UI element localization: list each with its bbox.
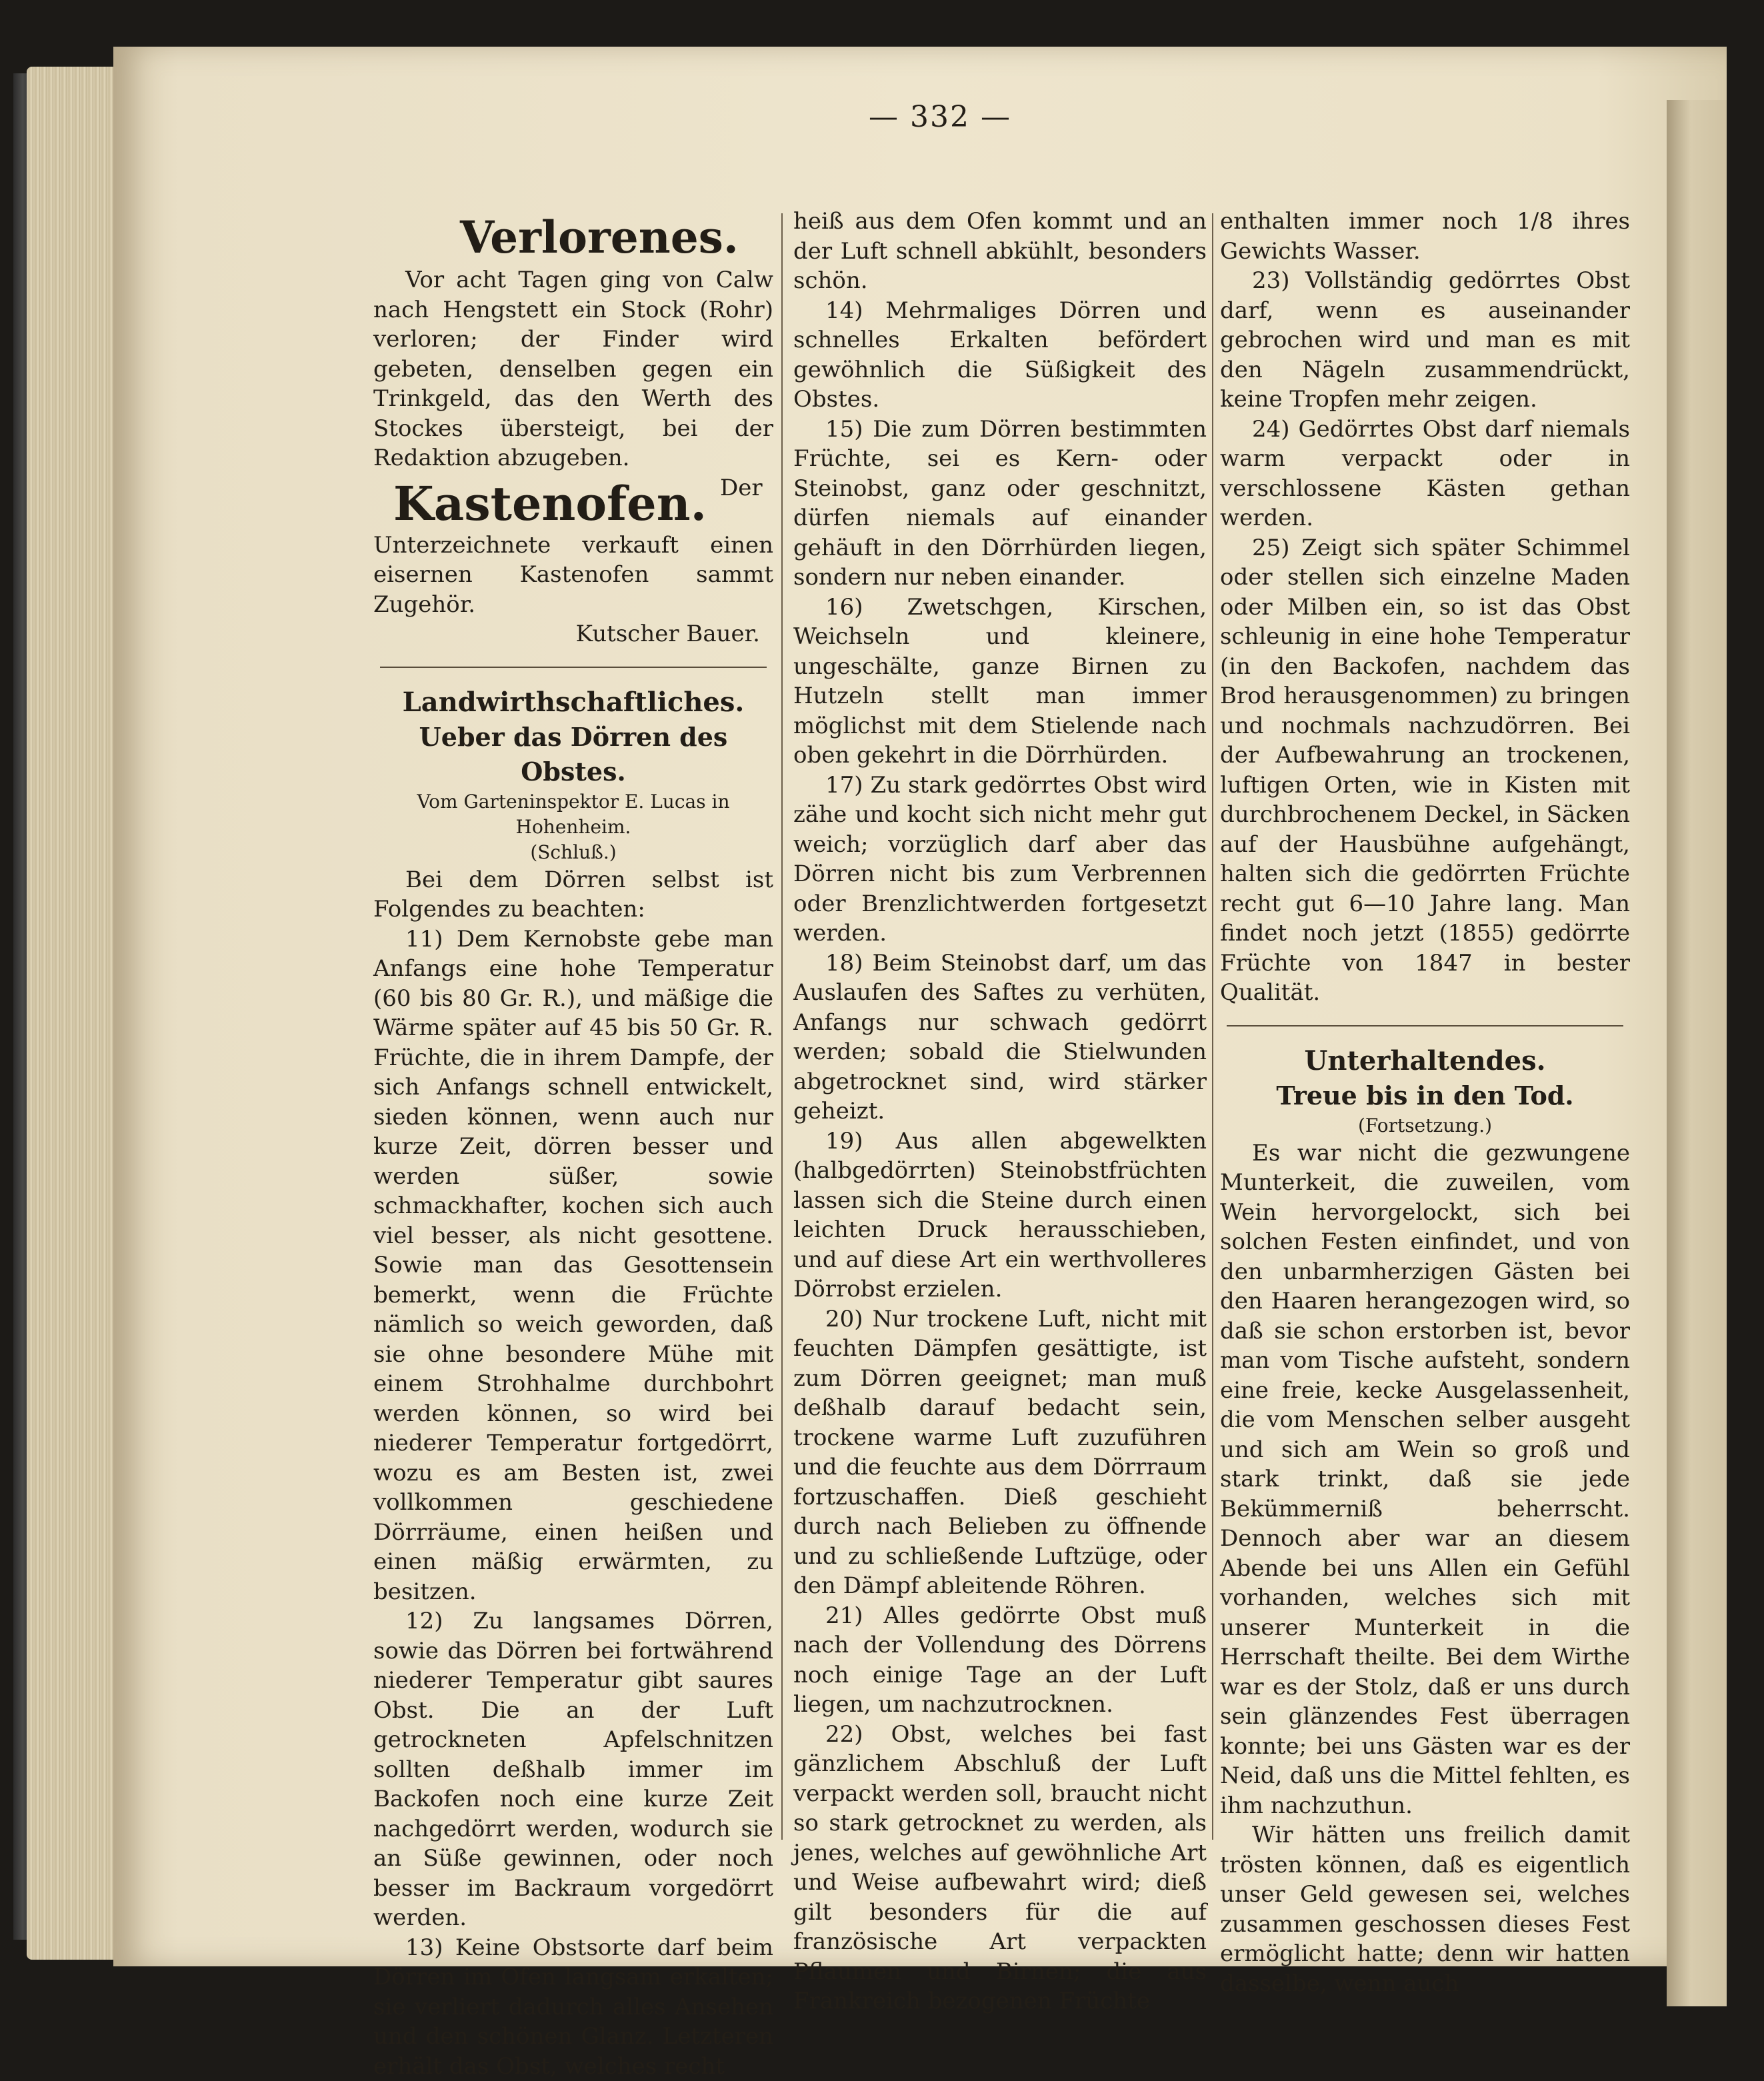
- heading-lost: Verlorenes.: [460, 211, 773, 264]
- column-3: [1220, 207, 1630, 1853]
- article-author: Vom Garteninspektor E. Lucas in Hohenheim.: [373, 789, 773, 840]
- paragraph-11: 11) Dem Kernobste gebe man Anfangs eine hohe Temperatur (60 bis 80 Gr. R.), und mäßige die Wärme später auf 45 bis 50 Gr. R. Früchte, die in ihrem Dampfe, der sich Anfangs schnell entwickelt, sieden können, wenn auch nur kurze Zeit, dörren besser und werden süßer, sowie schmackhafter, kochen sich auch viel besser, als nicht gesottene. Sowie man das Gesottensein bemerkt, wenn die Früchte nämlich so weich geworden, daß sie ohne besondere Mühe mit einem Strohhalme durchbohrt werden können, so wird bei niederer Temperatur fortgedörrt, wozu es am Besten ist, zwei vollkommen geschiedene Dörrräume, einen heißen und einen mäßig erwärmten, zu besitzen.: [373, 925, 773, 1607]
- next-page-edge: [1667, 100, 1727, 2006]
- stove-notice: Der Unterzeichnete verkauft einen eisernen Kastenofen sammt Zugehör.: [373, 473, 773, 620]
- paragraph-15: 15) Die zum Dörren bestimmten Früchte, sei es Kern- oder Steinobst, ganz oder geschnitzt, dürfen niemals auf einander gehäuft in den Dörrhürden liegen, sondern nur neben einander.: [793, 415, 1207, 593]
- section-entertainment: Unterhaltendes.: [1220, 1044, 1630, 1078]
- column-rule: [1212, 213, 1213, 1840]
- paragraph-19: 19) Aus allen abgewelkten (halbgedörrten) Steinobstfrüchten lassen sich die Steine durch einen leichten Druck herausschieben, und auf diese Art ein werthvolleres Dörrobst erzielen.: [793, 1126, 1207, 1304]
- page-number: — 332 —: [807, 100, 1073, 134]
- paragraph-20: 20) Nur trockene Luft, nicht mit feuchten Dämpfen gesättigte, ist zum Dörren geeignet; man muß deßhalb darauf bedacht sein, trockene warme Luft zuzuführen und die feuchte aus dem Dörrraum fortzuschaffen. Dieß geschieht durch nach Belieben zu öffnende und zu schließende Luftzüge, oder den Dämpf ableitende Röhren.: [793, 1304, 1207, 1601]
- article-title: Ueber das Dörren des Obstes.: [373, 720, 773, 789]
- story-paragraph-1: Es war nicht die gezwungene Munterkeit, die zuweilen, vom Wein hervorgelockt, sich bei solchen Festen einfindet, und von den unbarmherzigen Gästen bei den Haaren herangezogen wird, so daß sie schon erstorben ist, bevor man vom Tische aufsteht, sondern eine freie, kecke Ausgelassenheit, die vom Menschen selber ausgeht und sich am Wein so groß und stark trinkt, daß sie jede Bekümmerniß beherrscht. Dennoch aber war an diesem Abende bei uns Allen ein Gefühl vorhanden, welches sich mit unserer Munterkeit in die Herrschaft theilte. Bei dem Wirthe war es der Stolz, daß er uns durch sein glänzendes Fest überragen konnte; bei uns Gästen war es der Neid, daß uns die Mittel fehlten, es ihm nachzuthun.: [1220, 1138, 1630, 1821]
- paragraph-22: 22) Obst, welches bei fast gänzlichem Abschluß der Luft verpackt werden soll, braucht nicht so stark getrocknet zu werden, als jenes, welches auf gewöhnliche Art und Weise aufbewahrt wird; dieß gilt besonders für die auf französische Art verpackten Pflaumen und Birnen; die aus Frankreich bezogenen Früchte: [793, 1720, 1207, 2016]
- paragraph-24: 24) Gedörrtes Obst darf niemals warm verpackt oder in verschlossene Kästen gethan werden.: [1220, 415, 1630, 533]
- paragraph-21: 21) Alles gedörrte Obst muß nach der Vollendung des Dörrens noch einige Tage an der Luft liegen, um nachzutrocknen.: [793, 1601, 1207, 1720]
- column-2: [793, 207, 1207, 1853]
- paragraph-22-continued: enthalten immer noch 1/8 ihres Gewichts Wasser.: [1220, 207, 1630, 266]
- story-continuation-note: (Fortsetzung.): [1220, 1113, 1630, 1138]
- section-divider: [380, 667, 767, 668]
- lost-notice: Vor acht Tagen ging von Calw nach Hengstett ein Stock (Rohr) verloren; der Finder wird gebeten, denselben gegen ein Trinkgeld, das den Werth des Stockes übersteigt, bei der Redaktion abzugeben.: [373, 265, 773, 473]
- story-paragraph-2: Wir hätten uns freilich damit trösten können, daß es eigentlich unser Geld gewesen sei, welches zusammen geschossen dieses Fest ermöglicht hatte; denn wir hatten dasselbe, wenn auch: [1220, 1820, 1630, 1998]
- column-rule: [781, 213, 783, 1840]
- paragraph-intro: Bei dem Dörren selbst ist Folgendes zu beachten:: [373, 865, 773, 925]
- paragraph-23: 23) Vollständig gedörrtes Obst darf, wenn es auseinander gebrochen wird und man es mit den Nägeln zusammendrückt, keine Tropfen mehr zeigen.: [1220, 266, 1630, 415]
- heading-stove: Kastenofen.: [393, 477, 707, 531]
- paragraph-16: 16) Zwetschgen, Kirschen, Weichseln und kleinere, ungeschälte, ganze Birnen zu Hutzeln stellt man immer möglichst mit dem Stielende nach oben gekehrt in die Dörrhürden.: [793, 593, 1207, 771]
- paragraph-17: 17) Zu stark gedörrtes Obst wird zähe und kocht sich nicht mehr gut weich; vorzüglich darf aber das Dörren nicht bis zum Verbrennen oder Brenzlichtwerden fortgesetzt werden.: [793, 771, 1207, 949]
- story-title: Treue bis in den Tod.: [1220, 1078, 1630, 1113]
- column-1: [373, 207, 773, 1853]
- article-conclusion-note: (Schluß.): [373, 840, 773, 865]
- stove-signature: Kutscher Bauer.: [373, 619, 773, 649]
- section-agriculture: Landwirthschaftliches.: [373, 685, 773, 720]
- section-divider: [1227, 1025, 1623, 1027]
- paragraph-13-continued: heiß aus dem Ofen kommt und an der Luft schnell abkühlt, besonders schön.: [793, 207, 1207, 296]
- paragraph-12: 12) Zu langsames Dörren, sowie das Dörren bei fortwährend niederer Temperatur gibt saures Obst. Die an der Luft getrockneten Apfelschnitzen sollten deßhalb immer im Backofen noch eine kurze Zeit nachgedörrt werden, wodurch sie an Süße gewinnen, oder noch besser im Backraum vorgedörrt werden.: [373, 1606, 773, 1933]
- page-edges: [27, 67, 120, 1960]
- paragraph-25: 25) Zeigt sich später Schimmel oder stellen sich einzelne Maden oder Milben ein, so ist das Obst schleunig in eine hohe Temperatur (in den Backofen, nachdem das Brod herausgenommen) zu bringen und nochmals nachzudörren. Bei der Aufbewahrung an trockenen, luftigen Orten, wie in Kisten mit durchbrochenem Deckel, in Säcken auf der Hausbühne aufgehängt, halten sich die gedörrten Früchte recht gut 6—10 Jahre lang. Man findet noch jetzt (1855) gedörrte Früchte von 1847 in bester Qualität.: [1220, 533, 1630, 1008]
- paragraph-13: 13) Keine Obstsorte darf beim Dörren im Ofen langsam erkalten; sie verliert dadurch alles Ansehen und den schönen Glanz. Letzteren erhält das Obst, welches recht: [373, 1933, 773, 2081]
- paragraph-18: 18) Beim Steinobst darf, um das Auslaufen des Saftes zu verhüten, Anfangs nur schwach gedörrt werden; sobald die Stielwunden abgetrocknet sind, wird stärker geheizt.: [793, 949, 1207, 1126]
- paragraph-14: 14) Mehrmaliges Dörren und schnelles Erkalten befördert gewöhnlich die Süßigkeit des Obstes.: [793, 296, 1207, 415]
